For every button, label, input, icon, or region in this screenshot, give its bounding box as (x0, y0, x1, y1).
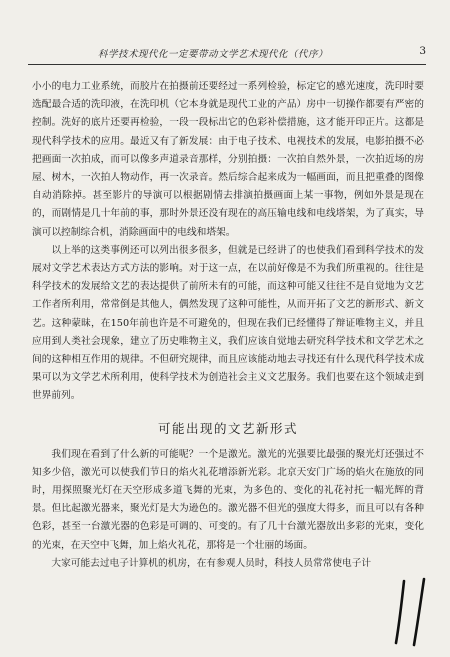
paragraph: 以上举的这类事例还可以列出很多很多，但就是已经讲了的也使我们看到科学技术的发展对文学艺术表达方式方法的影响。对于这一点，在以前好像是不为我们所重视的。往往是科学技术的发展给文艺的表达提供了前所未有的可能，而这种可能又往往不是自觉地为文艺工作者所利用，常常倒是其他人，偶然发现了这种可能性，从而开拓了文艺的新形式、新文艺。这种蒙昧，在150年前也许是不可避免的，但现在我们已经懂得了辩证唯物主义，并且应用到人类社会现象，建立了历史唯物主义，我们应该自觉地去研究科学技术和文学艺术之间的这种相互作用的规律。不但研究规律，而且应该能动地去寻找还有什么现代科学技术成果可以为文学艺术所利用，使科学技术为创造社会主义文艺服务。我们也要在这个领域走到世界前列。 (32, 244, 424, 402)
section-heading: 可能出现的文艺新形式 (157, 420, 298, 436)
running-header (28, 46, 426, 65)
page-number: 3 (419, 45, 426, 57)
body-text (32, 78, 424, 573)
handwritten-page-mark (390, 575, 432, 647)
paragraph: 小小的电力工业系统，而胶片在拍摄前还要经过一系列检验，标定它的感光速度，洗印时要选配最合适的洗印液，在洗印机（它本身就是现代工业的产品）房中一切操作都要有严密的控制。洗好的底片还要再检验，一段一段标出它的色彩补偿措施，这才能开印正片。这都是现代科学技术的应用。最近又有了新发展：由于电子技术、电视技术的发展，电影拍摄不必把画面一次拍成，而可以像多声道录音那样，分别拍摄：一次拍自然外景，一次拍近场的房屋、树木，一次拍人物动作，再一次录音。然后综合起来成为一幅画面，而且把重叠的图像自动消除掉。甚至影片的导演可以根据剧情去排演拍摄画面上某一事物，例如外景是现在的，而剧情是几十年前的事，那时外景还没有现在的高压输电线和电线塔架，为了真实，导演可以控制综合机，消除画面中的电线和塔架。 (32, 81, 424, 238)
running-header-title: 科学技术现代化一定要带动文学艺术现代化（代序） (97, 49, 328, 60)
paragraph: 大家可能去过电子计算机的机房，在有参观人员时，科技人员常常使电子计 (51, 557, 372, 569)
paragraph: 我们现在看到了什么新的可能呢？一个是激光。激光的光强要比最强的聚光灯还强过不知多少倍，激光可以使我们节日的焰火礼花增添新光彩。北京天安门广场的焰火在施放的同时，用探照聚光灯在天空形成多道飞舞的光束，为多色的、变化的礼花衬托一幅光辉的背景。但比起激光器来，聚光灯是大为逊色的。激光器不但光的强度大得多，而且可以有各种色彩，甚至一台激光器的色彩是可调的、可变的。有了几十台激光器放出多彩的光束，变化的光束，在天空中飞舞，加上焰火礼花，那将是一个壮丽的场面。 (32, 448, 424, 551)
